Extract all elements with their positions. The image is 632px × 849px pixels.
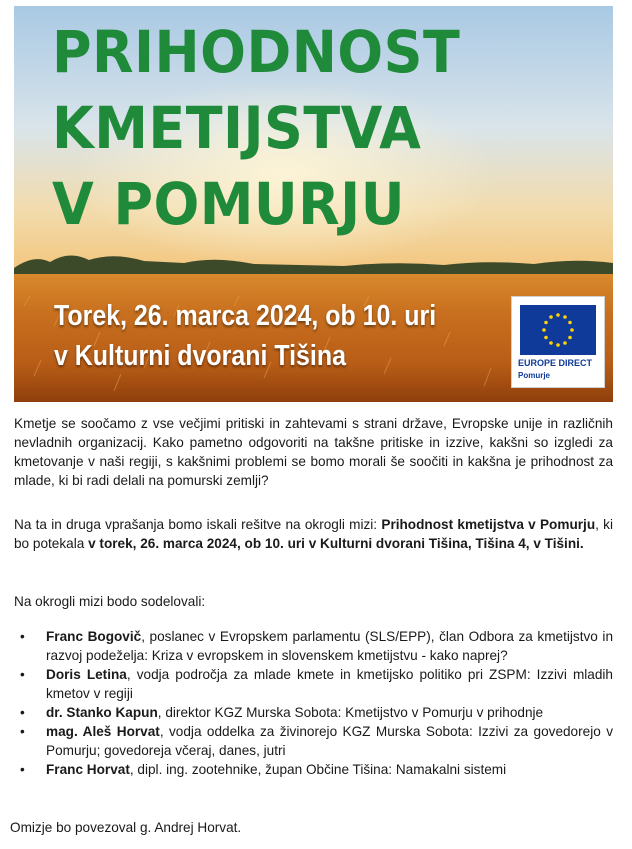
speaker-name: Franc Horvat bbox=[46, 762, 130, 777]
event-name: Prihodnost kmetijstva v Pomurju bbox=[381, 517, 596, 532]
event-date-place bbox=[54, 296, 436, 376]
list-item bbox=[14, 627, 613, 665]
event-banner bbox=[14, 6, 613, 402]
question-lead: Na ta in druga vprašanja bomo iskali rešitve na okrogli mizi: bbox=[14, 517, 382, 532]
bullet-icon: • bbox=[20, 667, 25, 682]
event-title bbox=[52, 14, 460, 242]
question-paragraph bbox=[14, 515, 613, 553]
speaker-description: , vodja oddelka za živinorejo KGZ Murska Sobota: Izzivi za govedorejo v Pomurju; govedoreja včeraj, danes, jutri bbox=[46, 724, 613, 758]
speaker-name: dr. Stanko Kapun bbox=[46, 705, 158, 720]
list-item bbox=[14, 760, 613, 779]
bullet-icon: • bbox=[20, 724, 25, 739]
title-line: V POMURJU bbox=[52, 170, 405, 238]
speaker-name: Doris Letina bbox=[46, 667, 127, 682]
moderator-line: Omizje bo povezoval g. Andrej Horvat. bbox=[10, 820, 242, 835]
list-item bbox=[14, 665, 613, 703]
event-venue: v Kulturni dvorani Tišina bbox=[54, 340, 346, 372]
europe-direct-logo bbox=[511, 296, 605, 388]
speaker-description: , vodja področja za mlade kmete in kmetijsko politiko pri ZSPM: Izzivi mladih kmetov v regiji bbox=[46, 667, 613, 701]
list-item bbox=[14, 703, 613, 722]
event-date: Torek, 26. marca 2024, ob 10. uri bbox=[54, 300, 437, 332]
eu-flag-icon bbox=[520, 305, 596, 355]
bullet-icon: • bbox=[20, 629, 25, 644]
speaker-description: , dipl. ing. zootehnike, župan Občine Tišina: Namakalni sistemi bbox=[129, 762, 507, 777]
title-line: KMETIJSTVA bbox=[52, 94, 422, 162]
event-time-place: v torek, 26. marca 2024, ob 10. uri v Kulturni dvorani Tišina, Tišina 4, v Tišini. bbox=[88, 536, 584, 551]
logo-name: EUROPE DIRECT bbox=[518, 358, 593, 368]
speaker-description: , direktor KGZ Murska Sobota: Kmetijstvo v Pomurju v prihodnje bbox=[157, 705, 544, 720]
speakers-intro: Na okrogli mizi bodo sodelovali: bbox=[14, 594, 206, 609]
intro-paragraph: Kmetje se soočamo z vse večjimi pritiski in zahtevami s strani države, Evropske unije in različnih nevladnih organizacij. Kako pametno odgovoriti na takšne pritiske in izzive, kakšni so izgledi za kmetovanje v naši regiji, s kakšnimi problemi se bomo morali še soočiti in kakšna je prihodnost za mlade, ki bi radi delali na pomurski zemlji? bbox=[14, 416, 613, 488]
logo-region: Pomurje bbox=[518, 371, 551, 380]
speaker-description: , poslanec v Evropskem parlamentu (SLS/EPP), član Odbora za kmetijstvo in razvoj podeželja: Kriza v evropskem in slovenskem kmetijstvu - kako naprej? bbox=[46, 629, 614, 663]
list-item bbox=[14, 722, 613, 760]
question-mid: , ki bo potekala bbox=[14, 517, 613, 551]
speakers-list bbox=[14, 627, 613, 779]
bullet-icon: • bbox=[20, 762, 25, 777]
speaker-name: Franc Bogovič bbox=[46, 629, 142, 644]
title-line: PRIHODNOST bbox=[52, 18, 461, 86]
bullet-icon: • bbox=[20, 705, 25, 720]
speaker-name: mag. Aleš Horvat bbox=[46, 724, 160, 739]
